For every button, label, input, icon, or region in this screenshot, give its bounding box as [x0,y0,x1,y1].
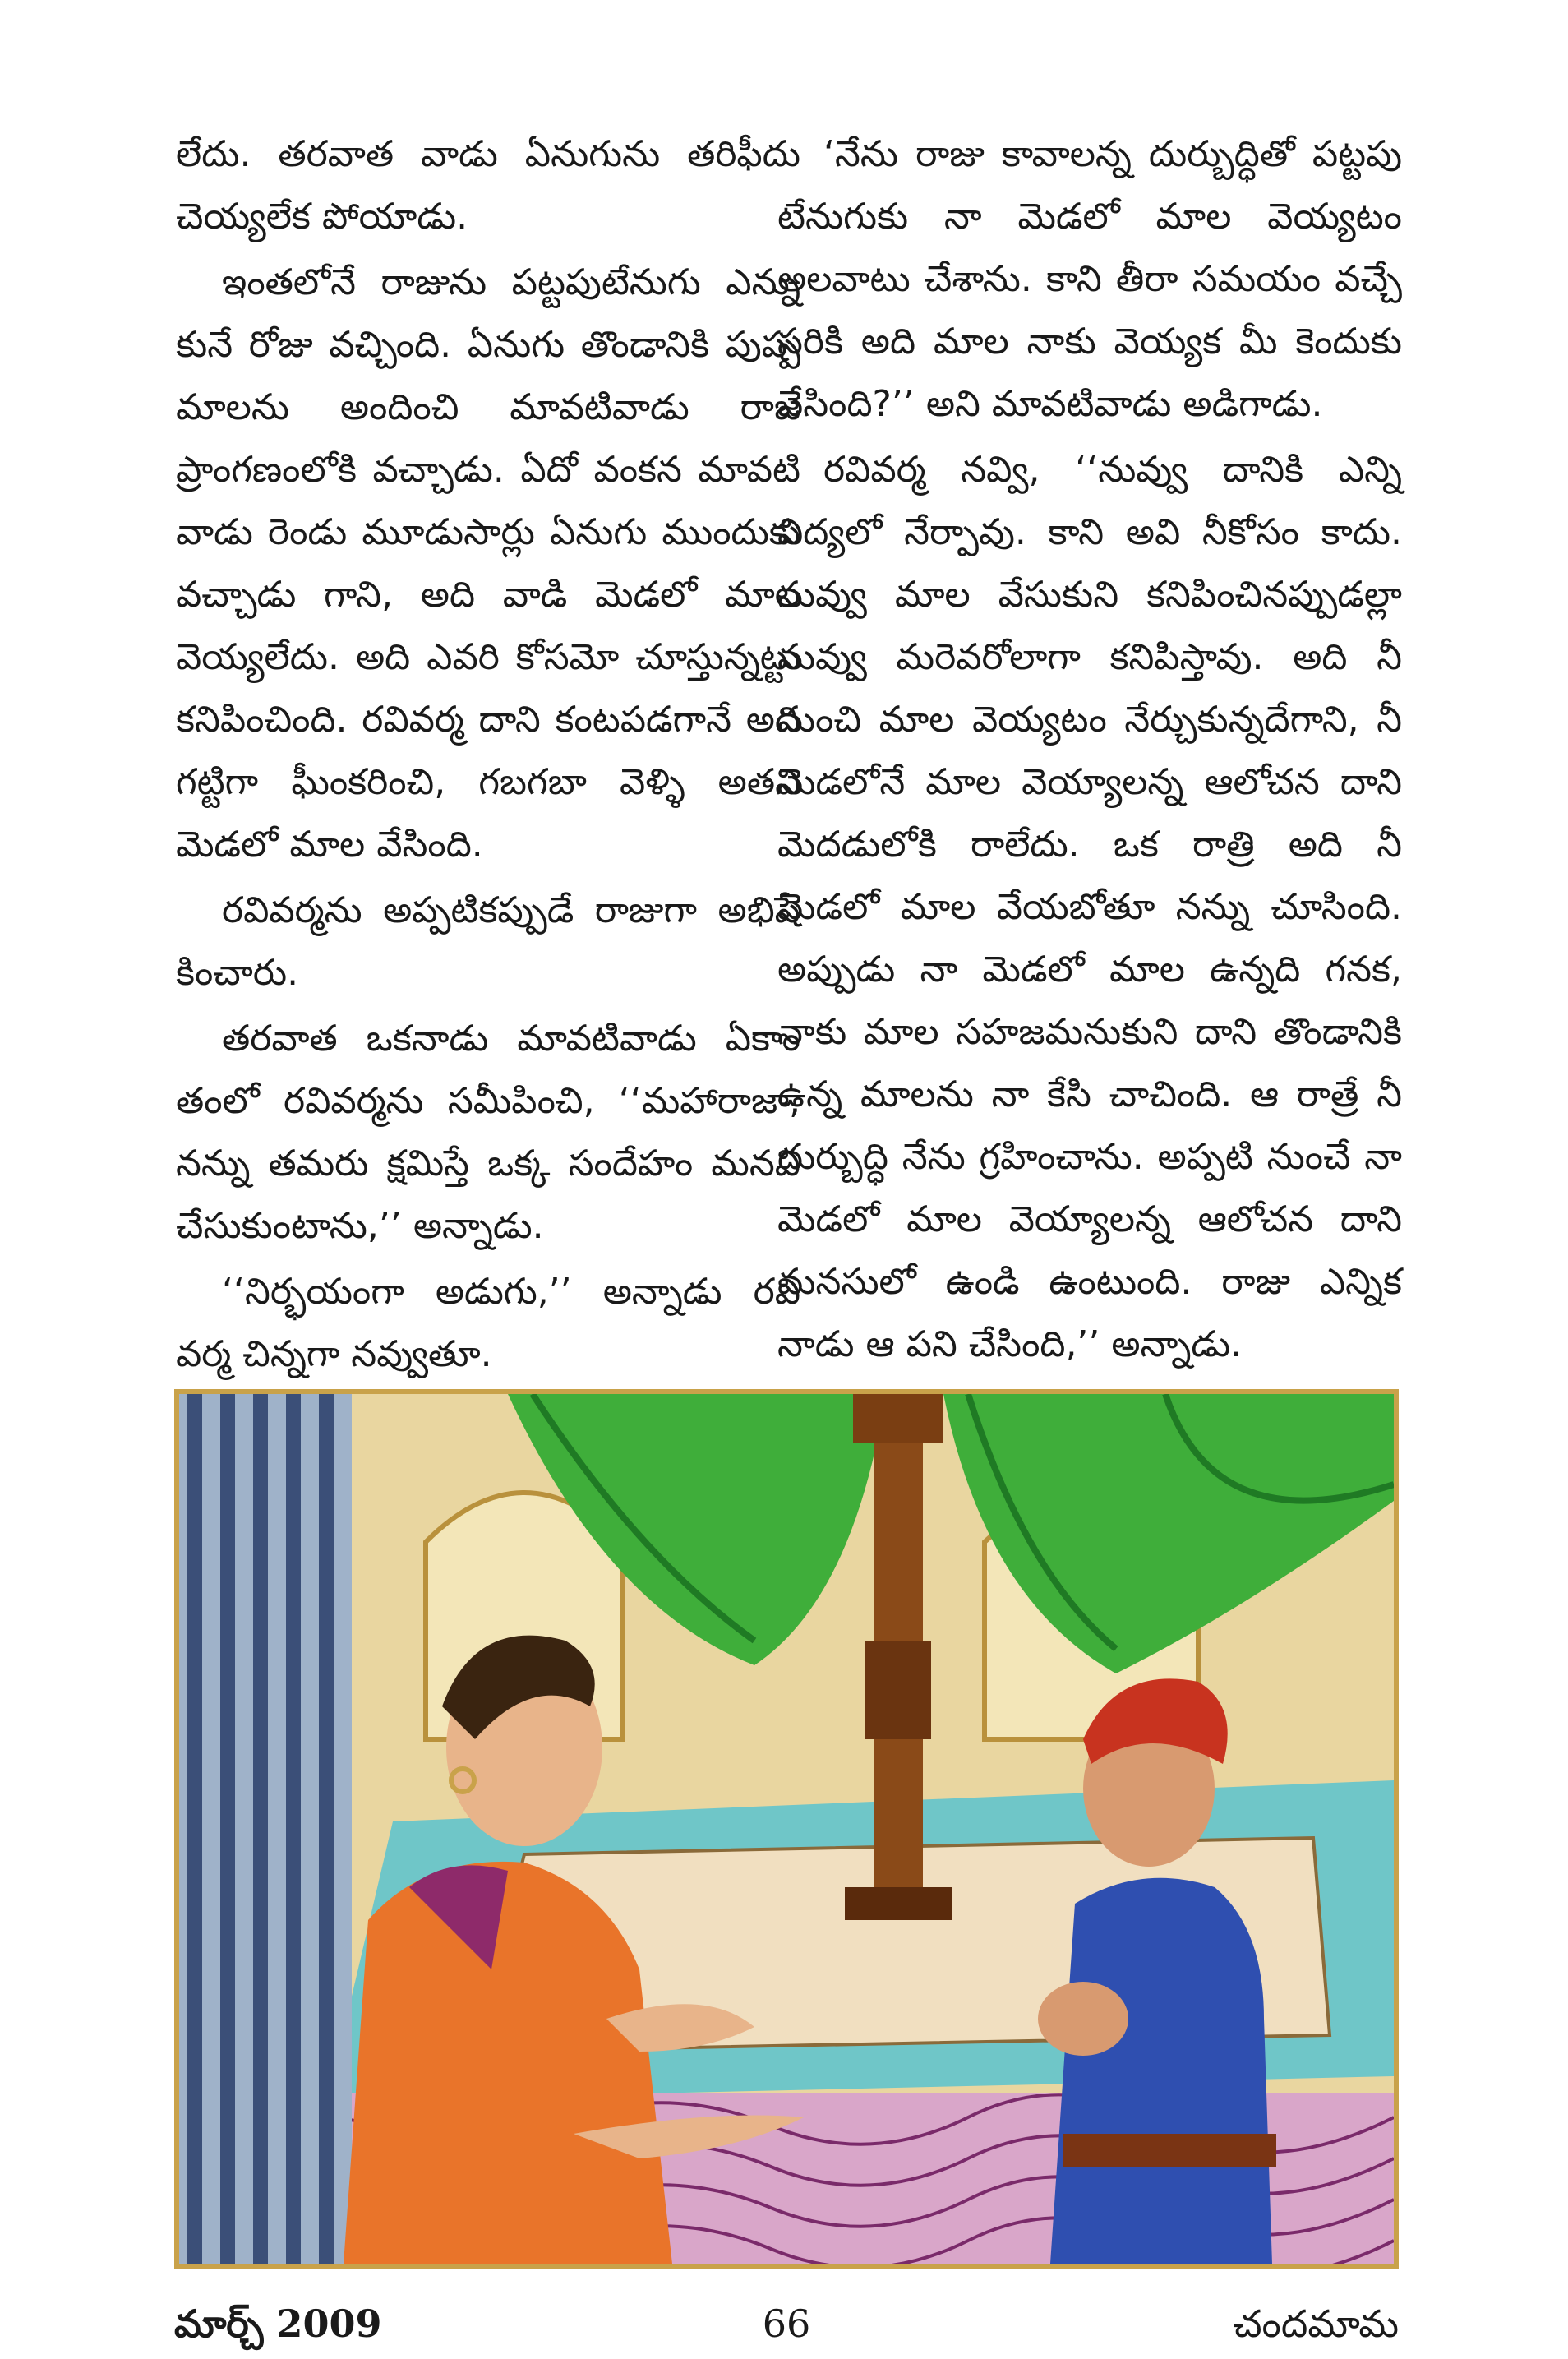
paragraph: రవివర్మను అప్పటికప్పుడే రాజుగా అభిషే కించారు. [176,889,800,994]
illustration-art [179,1394,1394,2264]
paragraph: తరవాత ఒకనాడు మావటివాడు ఏకాం తంలో రవివర్మను సమీపించి, ‘‘మహారాజా, నన్ను తమరు క్షమిస్తే ఒక్క సందేహం మనవి చేసుకుంటాను,’’ అన్నాడు. [176,1018,800,1247]
paragraph: ‘‘నిర్భయంగా అడుగు,’’ అన్నాడు రవి వర్మ చిన్నగా నవ్వుతూ. [176,1271,800,1375]
page-footer [174,2301,1399,2359]
text-column-right [777,123,1402,1379]
issue-date: మార్చ్ 2009 [174,2301,382,2346]
paragraph: ఇంతలోనే రాజును పట్టపుటేనుగు ఎన్ను కునే రోజు వచ్చింది. ఏనుగు తొండానికి పుష్ప మాలను అందించి మావటివాడు రాజ ప్రాంగణంలోకి వచ్చాడు. ఏదో వంకన మావటి వాడు రెండు మూడుసార్లు ఏనుగు ముందుకు వచ్చాడు గాని, అది వాడి మెడలో మాల వెయ్యలేదు. అది ఎవరి కోసమో చూస్తున్నట్టు కనిపించింది. రవివర్మ దాని కంటపడగానే అది గట్టిగా ఘీంకరించి, గబగబా వెళ్ళి అతని మెడలో మాల వేసింది. [176,261,800,866]
story-illustration [174,1389,1399,2269]
paragraph: రవివర్మ నవ్వి, ‘‘నువ్వు దానికి ఎన్ని విద్యలో నేర్పావు. కాని అవి నీకోసం కాదు. నువ్వు మాల వేసుకుని కనిపించినప్పుడల్లా నువ్వు మరెవరోలాగా కనిపిస్తావు. అది నీ నుంచి మాల వెయ్యటం నేర్చుకున్నదేగాని, నీ మెడలోనే మాల వెయ్యాలన్న ఆలోచన దాని మెదడులోకి రాలేదు. ఒక రాత్రి అది నీ మెడలో మాల వేయబోతూ నన్ను చూసింది. అప్పుడు నా మెడలో మాల ఉన్నది గనక, నాకు మాల సహజమనుకుని దాని తొండానికి ఉన్న మాలను నా కేసి చాచింది. ఆ రాత్రే నీ దుర్బుద్ధి నేను గ్రహించాను. అప్పటి నుంచే నా మెడలో మాల వెయ్యాలన్న ఆలోచన దాని మనసులో ఉండి ఉంటుంది. రాజు ఎన్నిక నాడు ఆ పని చేసింది,’’ అన్నాడు. [777,449,1402,1365]
magazine-name: చందమామ [1233,2301,1399,2346]
paragraph: ‘నేను రాజు కావాలన్న దుర్బుద్ధితో పట్టపు టేనుగుకు నా మెడలో మాల వెయ్యటం అలవాటు చేశాను. కాని తీరా సమయం వచ్చే సరికి అది మాల నాకు వెయ్యక మీ కెందుకు వేసింది?’’ అని మావటివాడు అడిగాడు. [777,133,1402,425]
text-column-left [176,123,800,1389]
page-number: 66 [762,2301,811,2346]
paragraph: లేదు. తరవాత వాడు ఏనుగును తరిఫీదు చెయ్యలేక పోయాడు. [176,133,800,238]
